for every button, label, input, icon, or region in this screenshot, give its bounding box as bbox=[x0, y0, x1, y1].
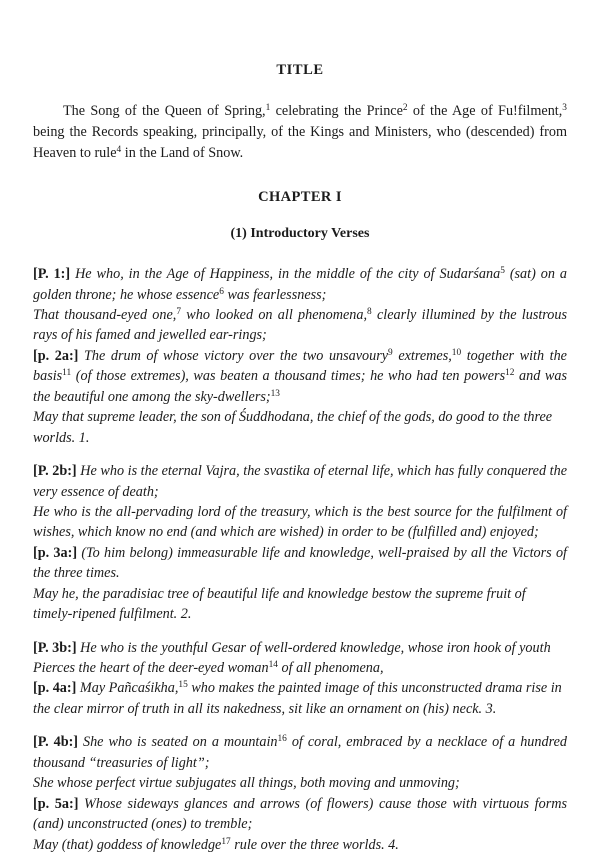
folio-marker: [p. 3a:] bbox=[33, 544, 78, 561]
verse-line: That thousand-eyed one,$^7$ who looked on all phenomena,$^8$ clearly illumined by the lustrous rays of his famed and jewelled ear-rings; bbox=[33, 307, 567, 344]
footnote-marker[interactable]: 4 bbox=[116, 144, 122, 155]
verse-line: May he, the paradisiac tree of beautiful life and knowledge bestow the supreme fruit of timely-ripened fulfilment. 2. bbox=[33, 585, 526, 623]
footnote-marker[interactable]: 12 bbox=[505, 368, 515, 379]
verse-line: [p. 5a:] Whose sideways glances and arrows (of flowers) cause those with virtuous forms (and) unconstructed (ones) to tremble; bbox=[33, 795, 567, 833]
folio-marker: [p. 5a:] bbox=[33, 795, 79, 812]
footnote-marker[interactable]: 2 bbox=[402, 103, 408, 114]
footnote-marker[interactable]: 10 bbox=[451, 348, 462, 359]
verse-block bbox=[33, 638, 567, 720]
verse-line: May that supreme leader, the son of Śuddhodana, the chief of the gods, do good to the three worlds. 1. bbox=[33, 409, 553, 446]
footnote-marker[interactable]: 7 bbox=[176, 307, 182, 318]
verse-block bbox=[33, 264, 567, 448]
verse-block bbox=[33, 461, 567, 625]
page-title: TITLE bbox=[276, 62, 324, 78]
folio-marker: [P. 1:] bbox=[33, 266, 71, 283]
verse-line: [P. 2b:] He who is the eternal Vajra, the svastika of eternal life, which has fully conquered the very essence of death; bbox=[33, 463, 567, 500]
section-heading: (1) Introductory Verses bbox=[230, 226, 370, 242]
footnote-marker[interactable]: 8 bbox=[367, 307, 372, 318]
footnote-marker[interactable]: 11 bbox=[62, 368, 72, 379]
folio-marker: [P. 3b:] bbox=[33, 639, 77, 656]
verse-line: [p. 4a:] May Pañcaśikha,$^{15}$ who makes the painted image of this unconstructed drama rise in the clear mirror of truth in all its nakedness, sit like an ornament on (his) neck. 3. bbox=[33, 680, 562, 717]
folio-marker: [p. 4a:] bbox=[33, 680, 77, 697]
footnote-marker[interactable]: 9 bbox=[388, 348, 393, 359]
verse-line: Pierces the heart of the deer-eyed woman$^{14}$ of all phenomena, bbox=[33, 660, 384, 677]
footnote-marker[interactable]: 16 bbox=[277, 734, 287, 745]
footnote-marker[interactable]: 14 bbox=[268, 660, 278, 671]
folio-marker: [P. 4b:] bbox=[33, 734, 79, 751]
verse-container bbox=[33, 264, 567, 855]
footnote-marker[interactable]: 17 bbox=[221, 836, 231, 847]
footnote-marker[interactable]: 15 bbox=[178, 680, 188, 691]
verse-line: [P. 4b:] She who is seated on a mountain$^{16}$ of coral, embraced by a necklace of a hundred thousand “treasuries of light”; bbox=[33, 734, 567, 771]
verse-line: [p. 3a:] (To him belong) immeasurable life and knowledge, well-praised by all the Victors of the three times. bbox=[33, 544, 567, 582]
footnote-marker[interactable]: 3 bbox=[562, 103, 567, 114]
verse-line: She whose perfect virtue subjugates all things, both moving and unmoving; bbox=[33, 775, 460, 792]
verse-line: [p. 2a:] The drum of whose victory over the two unsavoury$^9$ extremes,$^{10}$ together with the basis$^{11}$ (of those extremes), was beaten a thousand times; he who had ten powers$^{12}$ and was the beautiful one among the sky-dwellers;$^{13}$ bbox=[33, 347, 568, 405]
footnote-marker[interactable]: 6 bbox=[219, 286, 224, 297]
verse-line: [P. 1:] He who, in the Age of Happiness, in the middle of the city of Sudarśana$^5$ (sat) on a golden throne; he whose essence$^6$ was fearlessness; bbox=[33, 266, 567, 303]
folio-marker: [p. 2a:] bbox=[33, 347, 79, 364]
intro-paragraph: The Song of the Queen of Spring,$^1$ celebrating the Prince$^2$ of the Age of Fu!filment,$^3$ being the Records speaking, principally, of the Kings and Ministers, who (descended) from Heaven to rule$^4$ in the Land of Snow. bbox=[33, 103, 567, 161]
verse-line: [P. 3b:] He who is the youthful Gesar of well-ordered knowledge, whose iron hook of youth bbox=[33, 639, 551, 656]
chapter-heading: CHAPTER I bbox=[258, 189, 342, 206]
verse-line: He who is the all-pervading lord of the treasury, which is the best source for the fulfilment of wishes, which know no end (and which are wished) in order to be (fulfilled and) enjoyed; bbox=[33, 503, 567, 541]
footnote-marker[interactable]: 13 bbox=[270, 388, 280, 399]
footnote-marker[interactable]: 1 bbox=[265, 103, 271, 114]
verse-line: May (that) goddess of knowledge$^{17}$ rule over the three worlds. 4. bbox=[33, 836, 399, 853]
folio-marker: [P. 2b:] bbox=[33, 463, 77, 480]
footnote-marker[interactable]: 5 bbox=[500, 266, 505, 277]
verse-block bbox=[33, 732, 567, 855]
